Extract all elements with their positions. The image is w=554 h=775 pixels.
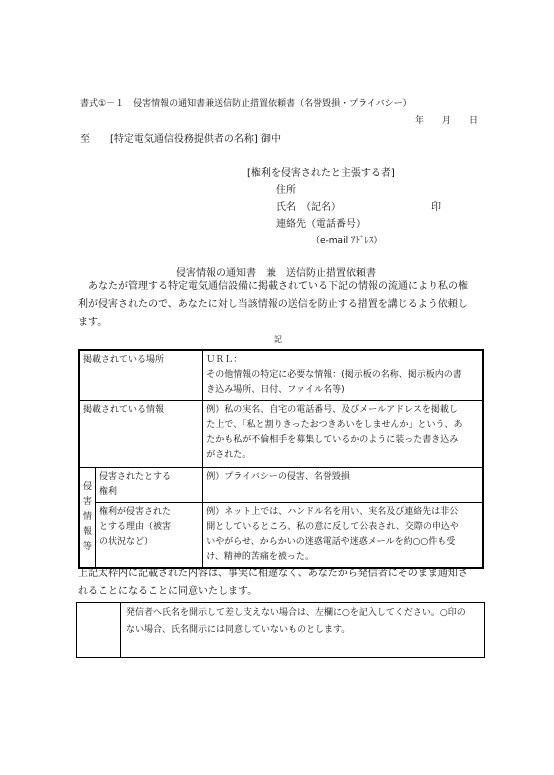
reason-label-line: の状況など）: [99, 537, 154, 547]
notice-body: [78, 278, 468, 332]
claimant-heading: [権利を侵害されたと主張する者]: [247, 168, 395, 179]
vertical-char: 等: [83, 542, 93, 552]
consent-line: 発信者へ氏名を開示して差し支えない場合は、左欄に○を記入してください。○印の: [126, 608, 466, 618]
email-label: （e-mail ｱﾄﾞﾚｽ）: [311, 236, 383, 246]
notice-body-line: ます。: [78, 317, 108, 328]
info-example: がされた。: [206, 450, 252, 460]
declaration-line: れることになることに同意いたします。: [78, 586, 258, 597]
info-cell: [203, 401, 483, 468]
vertical-char: 侵: [83, 482, 93, 492]
info-label: 掲載されている情報: [79, 401, 203, 468]
location-label: 掲載されている場所: [79, 350, 203, 401]
reason-example: 開としているところ、私の意に反して公表され、交際の申込や: [206, 522, 459, 532]
info-example: た上で、「私と割りきったおつきあいをしませんか」という、あ: [206, 420, 463, 430]
location-url: ＵＲＬ：: [206, 355, 243, 365]
vertical-char: 害: [83, 497, 93, 507]
declaration: [78, 565, 468, 601]
right-label-line: 権利: [99, 487, 118, 497]
contact-label: 連絡先（電話番号）: [276, 219, 366, 230]
vertical-char: 報: [83, 527, 93, 537]
right-example: 例）プライバシーの侵害、名誉毀損: [203, 468, 483, 503]
reason-label: [96, 503, 203, 569]
location-other: き込み場所、日付、ファイル名等): [206, 385, 345, 395]
notice-body-line: 利が侵害されたので、あなたに対し当該情報の送信を防止する措置を講じるよう依頼し: [78, 299, 468, 310]
location-cell: [203, 350, 483, 401]
location-other: その他情報の特定に必要な情報：(掲示板の名称、掲示板内の書: [206, 370, 462, 380]
seal-mark: 印: [431, 202, 441, 213]
consent-mark-field[interactable]: [77, 603, 121, 657]
notice-title: 侵害情報の通知書 兼 送信防止措置依頼書: [176, 268, 376, 279]
consent-box: [76, 602, 485, 658]
info-example: 例）私の実名、自宅の電話番号、及びメールアドレスを掲載し: [206, 405, 458, 415]
table-row: [79, 503, 483, 569]
info-example: たかも私が不倫相手を募集しているかのように装った書き込み: [206, 435, 459, 445]
date-line: 年 月 日: [415, 116, 479, 126]
table-row: [79, 401, 483, 468]
consent-text: [121, 603, 471, 657]
ki-mark: 記: [274, 335, 282, 344]
table-row: [79, 468, 483, 503]
reason-label-line: 権利が侵害された: [99, 507, 172, 517]
right-label-line: 侵害されたとする: [99, 472, 172, 482]
claim-table: [78, 349, 484, 569]
form-title: 書式①－１ 侵害情報の通知書兼送信防止措置依頼書（名誉毀損・プライバシー）: [80, 99, 412, 109]
reason-cell: [203, 503, 483, 569]
reason-label-line: とする理由（被害: [99, 522, 172, 532]
reason-example: 例）ネット上では、ハンドル名を用い、実名及び連絡先は非公: [206, 507, 459, 517]
reason-example: いやがらせ、からかいの迷惑電話や迷惑メールを約○○件も受: [206, 537, 456, 547]
addressee: 至 [特定電気通信役務提供者の名称] 御中: [80, 134, 281, 145]
vertical-char: 情: [83, 512, 93, 522]
name-label: 氏名 （記名）: [276, 202, 341, 213]
vertical-label: [79, 468, 96, 569]
reason-example: け、精神的苦痛を被った。: [206, 552, 314, 562]
table-row: [79, 350, 483, 401]
consent-line: ない場合、氏名開示には同意していないものとします。: [126, 625, 351, 635]
notice-body-line: あなたが管理する特定電気通信設備に掲載されている下記の情報の流通により私の権: [78, 281, 468, 292]
address-label: 住所: [276, 185, 296, 196]
declaration-line: 上記太枠内に記載された内容は、事実に相違なく、あなたから発信者にそのまま通知さ: [78, 568, 468, 579]
right-label: [96, 468, 203, 503]
